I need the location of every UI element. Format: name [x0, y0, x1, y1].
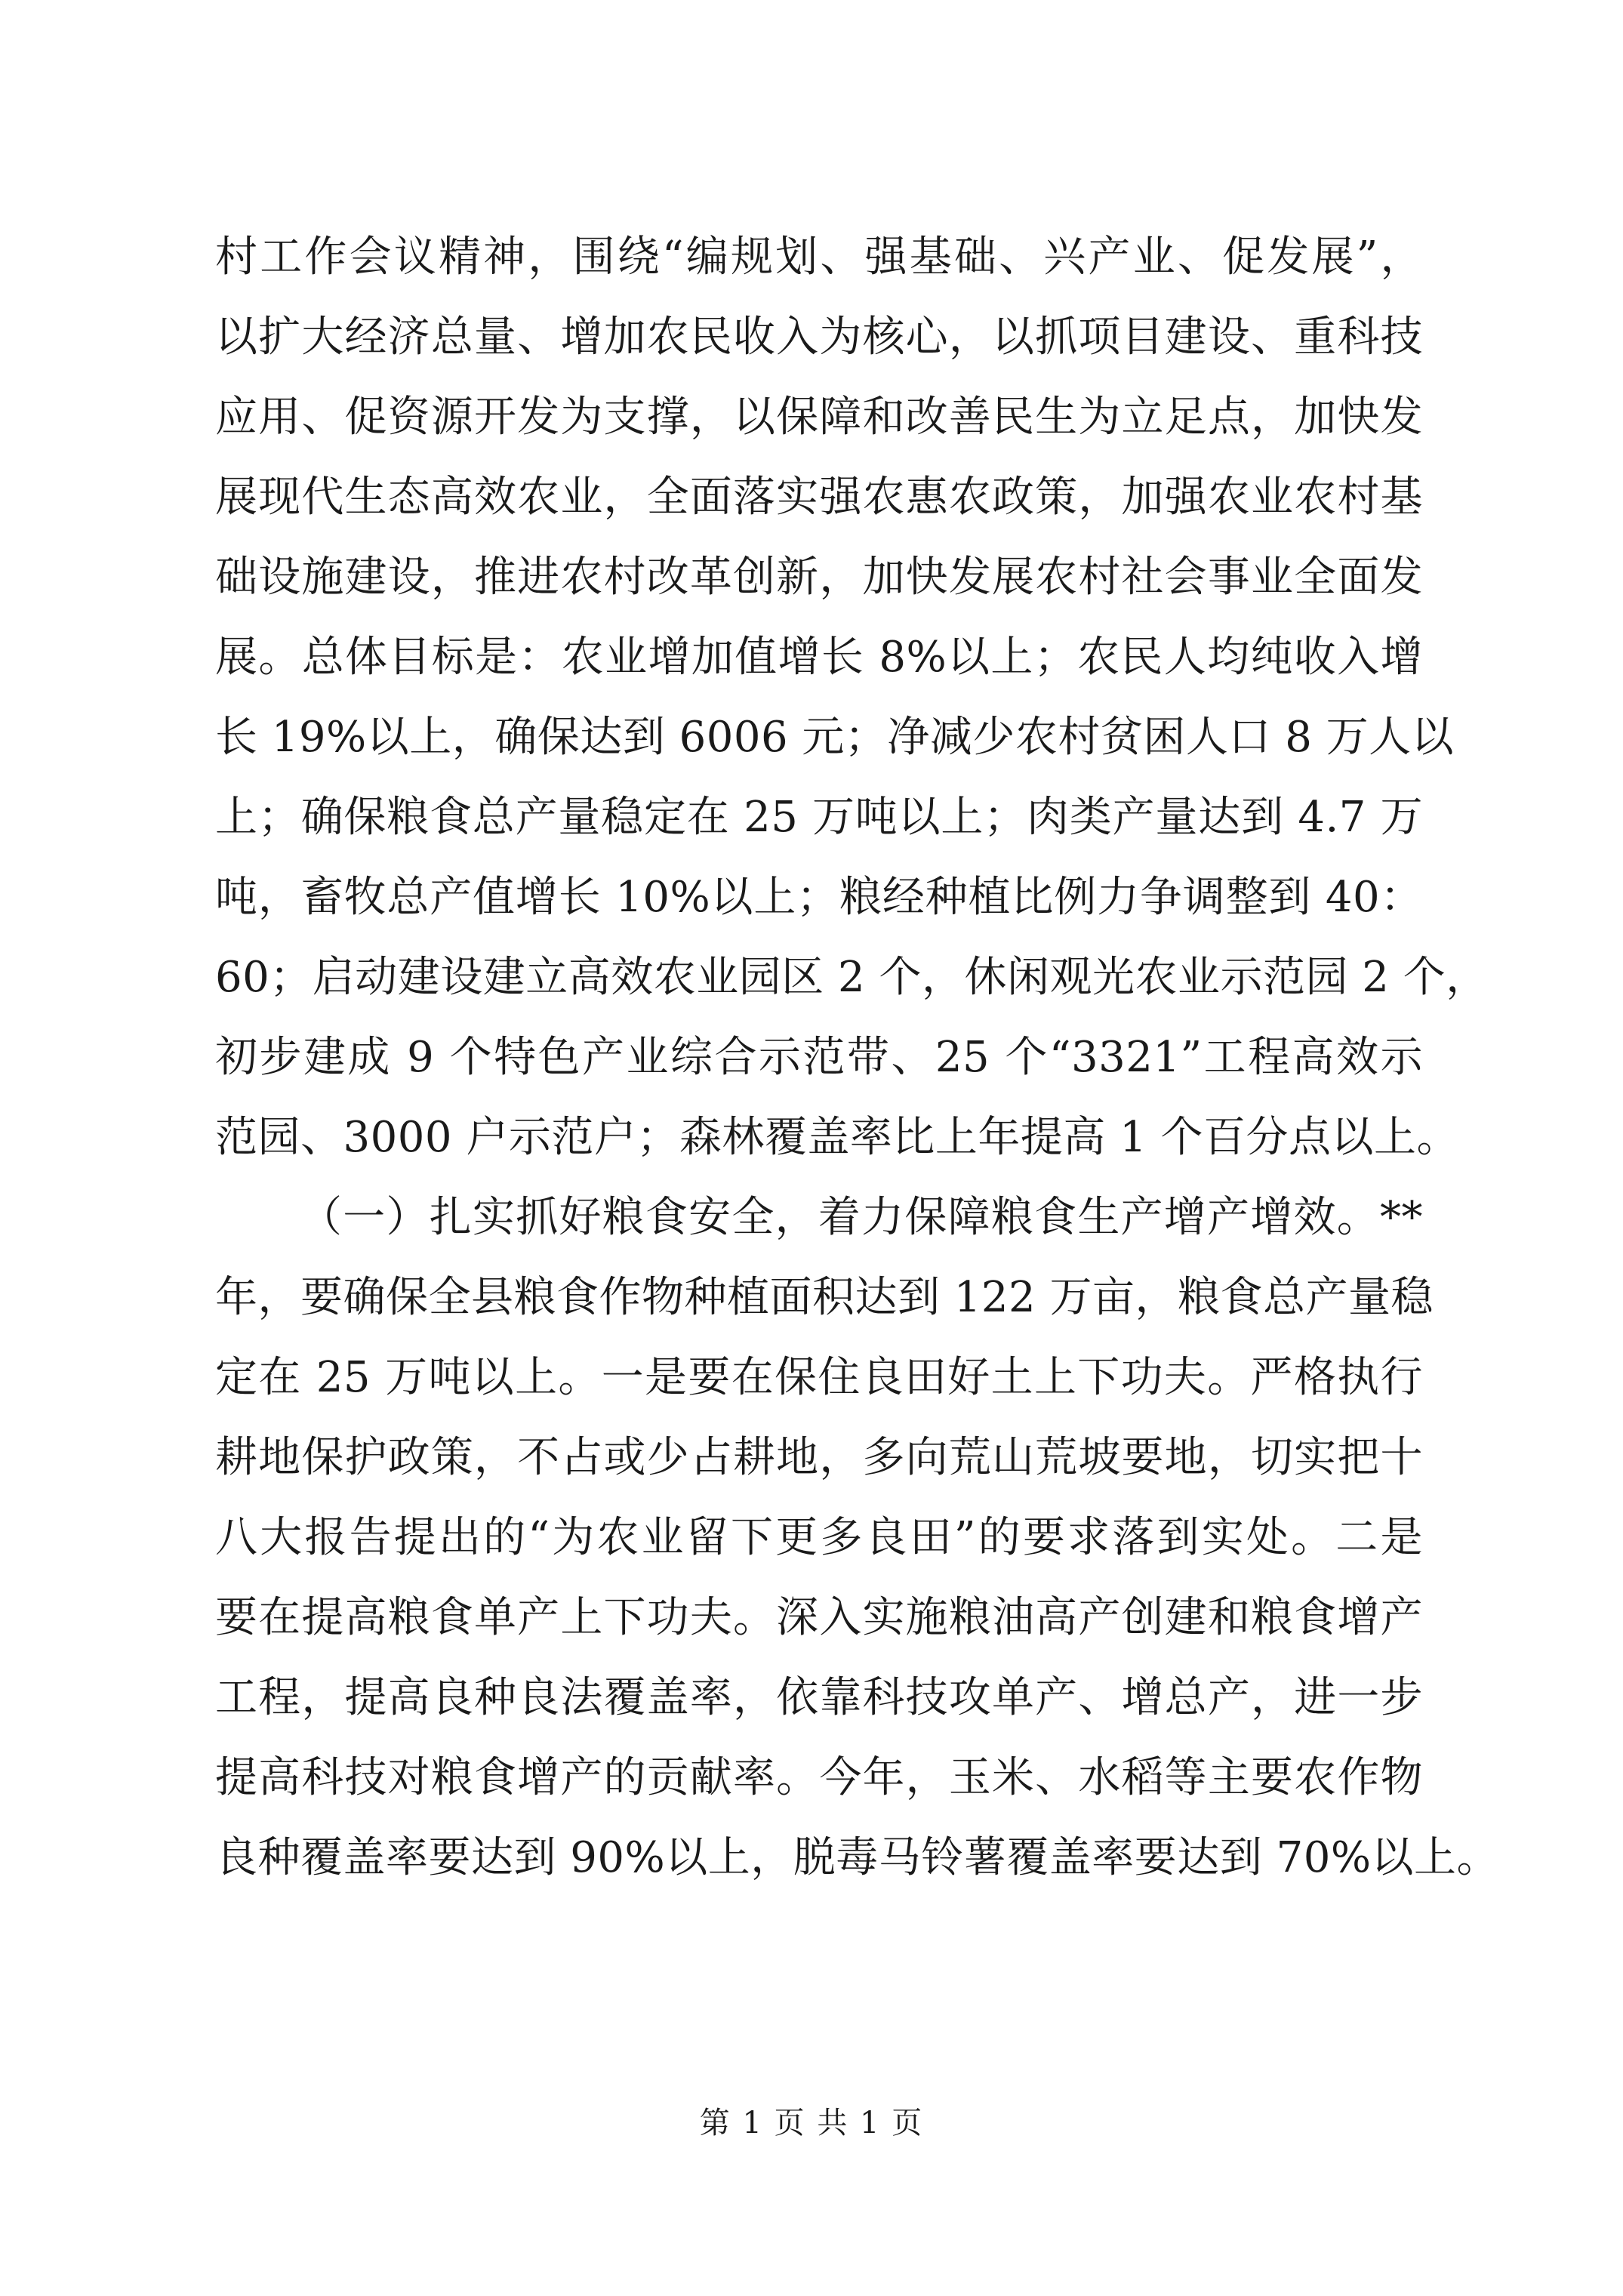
text-line: 展现代生态高效农业，全面落实强农惠农政策，加强农业农村基: [215, 473, 1423, 522]
document-body: [215, 217, 1500, 1898]
text-line: 应用、促资源开发为支撑，以保障和改善民生为立足点，加快发: [215, 393, 1423, 442]
text-line: 要在提高粮食单产上下功夫。深入实施粮油高产创建和粮食增产: [215, 1593, 1423, 1642]
text-line: 范园、3000 户示范户；森林覆盖率比上年提高 1 个百分点以上。: [215, 1113, 1460, 1162]
text-line: 提高科技对粮食增产的贡献率。今年，玉米、水稻等主要农作物: [215, 1753, 1423, 1802]
text-line: 初步建成 9 个特色产业综合示范带、25 个“3321”工程高效示: [215, 1033, 1423, 1082]
text-line: 村工作会议精神，围绕“编规划、强基础、兴产业、促发展”，: [215, 233, 1423, 282]
page-number-footer: 第 1 页 共 1 页: [699, 2106, 924, 2140]
section-heading-line: （一）扎实抓好粮食安全，着力保障粮食生产增产增效。**: [300, 1193, 1423, 1242]
text-line: 展。总体目标是：农业增加值增长 8%以上；农民人均纯收入增: [215, 633, 1423, 682]
text-line: 良种覆盖率要达到 90%以上，脱毒马铃薯覆盖率要达到 70%以上。: [215, 1833, 1500, 1882]
text-line: 础设施建设，推进农村改革创新，加快发展农村社会事业全面发: [215, 553, 1423, 602]
text-line: 以扩大经济总量、增加农民收入为核心，以抓项目建设、重科技: [215, 313, 1423, 362]
text-line: 年，要确保全县粮食作物种植面积达到 122 万亩，粮食总产量稳: [215, 1273, 1434, 1322]
text-line: 八大报告提出的“为农业留下更多良田”的要求落到实处。二是: [215, 1513, 1423, 1562]
text-line: 60；启动建设建立高效农业园区 2 个，休闲观光农业示范园 2 个，: [215, 953, 1489, 1002]
text-line: 长 19%以上，确保达到 6006 元；净减少农村贫困人口 8 万人以: [215, 713, 1455, 762]
text-line: 定在 25 万吨以上。一是要在保住良田好土上下功夫。严格执行: [215, 1353, 1423, 1402]
text-line: 工程，提高良种良法覆盖率，依靠科技攻单产、增总产，进一步: [215, 1673, 1423, 1722]
text-line: 耕地保护政策，不占或少占耕地，多向荒山荒坡要地，切实把十: [215, 1433, 1423, 1482]
text-line: 上；确保粮食总产量稳定在 25 万吨以上；肉类产量达到 4.7 万: [215, 793, 1423, 842]
text-line: 吨，畜牧总产值增长 10%以上；粮经种植比例力争调整到 40：: [215, 873, 1423, 922]
